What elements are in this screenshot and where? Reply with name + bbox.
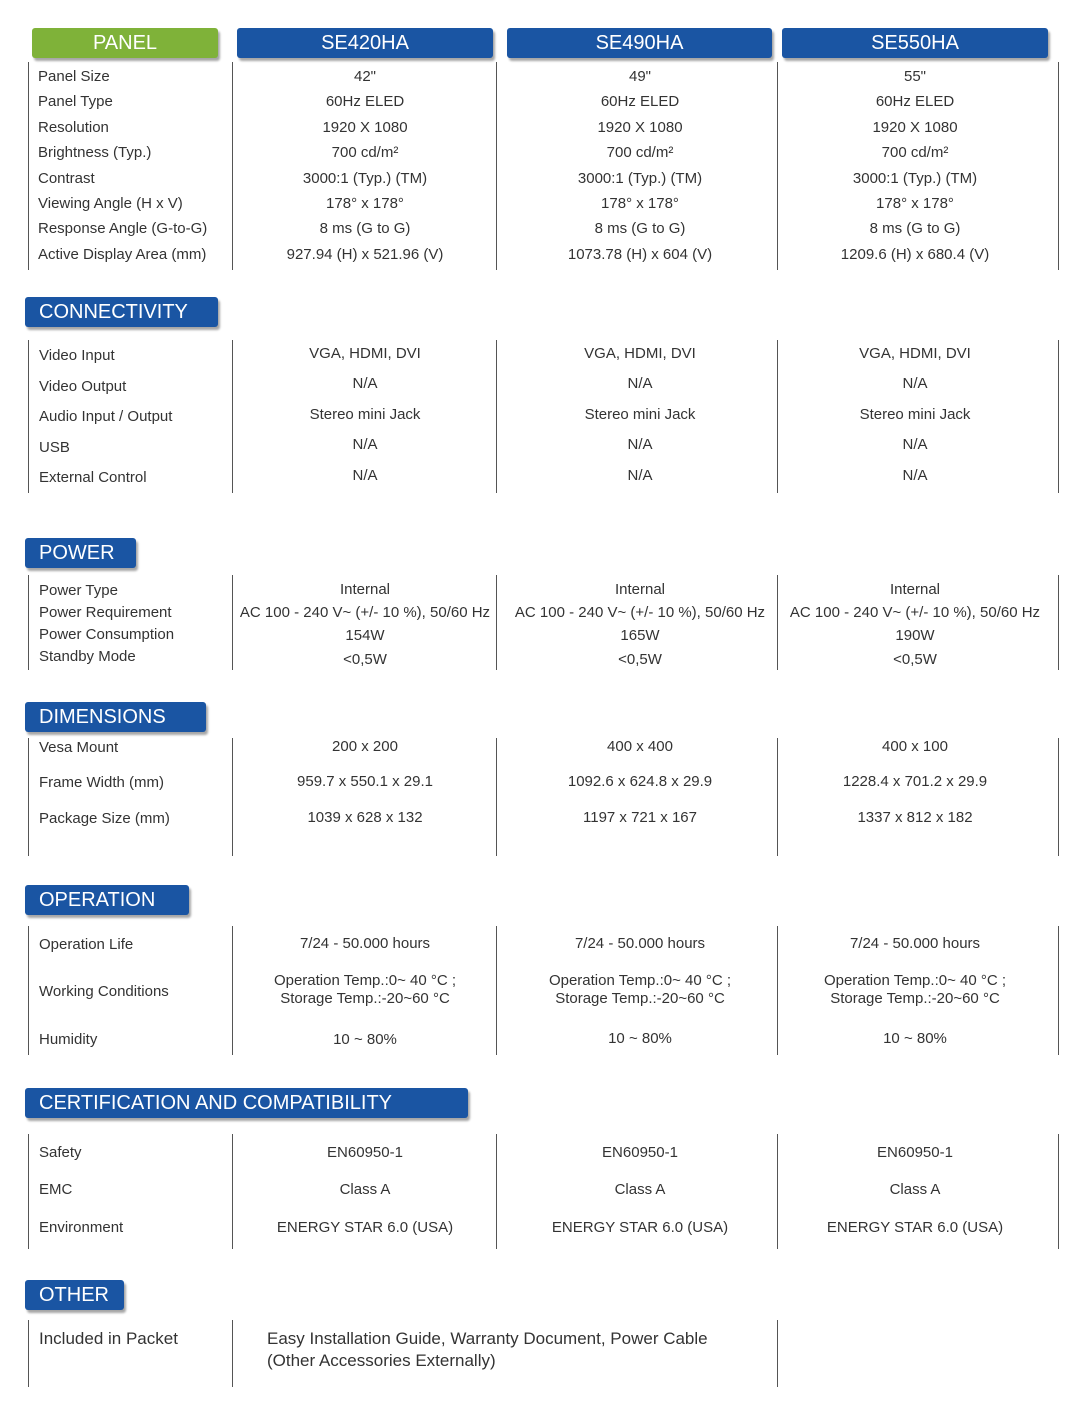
divider (28, 926, 29, 1055)
spec-value: ENERGY STAR 6.0 (USA) (826, 1219, 1004, 1236)
spec-label: Video Input (39, 347, 115, 364)
divider (1058, 738, 1059, 856)
spec-value: N/A (627, 436, 653, 453)
spec-value: 7/24 - 50.000 hours (849, 935, 981, 952)
spec-value: AC 100 - 240 V~ (+/- 10 %), 50/60 Hz (789, 604, 1041, 621)
spec-value: N/A (352, 436, 378, 453)
divider (496, 62, 497, 270)
spec-value: 927.94 (H) x 521.96 (V) (286, 246, 444, 263)
model-header-se420ha: SE420HA (237, 28, 493, 58)
spec-value: 178° x 178° (876, 195, 954, 212)
spec-value: Operation Temp.:0~ 40 °C ; Storage Temp.:-20~60 °C (823, 972, 1007, 1007)
spec-value: N/A (627, 375, 653, 392)
spec-value: 1197 x 721 x 167 (583, 809, 697, 826)
spec-value: N/A (352, 467, 378, 484)
spec-label: USB (39, 439, 70, 456)
divider (232, 575, 233, 670)
spec-value: VGA, HDMI, DVI (584, 345, 696, 362)
spec-value: 49" (628, 68, 651, 85)
spec-value: 165W (620, 627, 660, 644)
spec-label: Safety (39, 1144, 82, 1161)
spec-value: 60Hz ELED (600, 93, 680, 110)
spec-label: Contrast (38, 170, 95, 187)
spec-label: Response Angle (G-to-G) (38, 220, 208, 237)
spec-label: Operation Life (39, 936, 134, 953)
spec-value: Class A (614, 1181, 666, 1198)
spec-value: 700 cd/m² (606, 144, 674, 161)
spec-label: Panel Size (38, 68, 110, 85)
spec-value: EN60950-1 (327, 1144, 403, 1161)
spec-value: 3000:1 (Typ.) (TM) (577, 170, 703, 187)
divider (777, 340, 778, 493)
spec-value: 8 ms (G to G) (869, 220, 961, 237)
spec-value: Stereo mini Jack (309, 406, 421, 423)
spec-value: <0,5W (343, 651, 387, 668)
divider (777, 1134, 778, 1249)
spec-label: Power Type (39, 582, 118, 599)
divider (496, 1134, 497, 1249)
spec-label: Humidity (39, 1031, 98, 1048)
spec-value: 959.7 x 550.1 x 29.1 (297, 773, 433, 790)
spec-value: 1092.6 x 624.8 x 29.9 (567, 773, 713, 790)
spec-value: VGA, HDMI, DVI (859, 345, 971, 362)
spec-label: Brightness (Typ.) (38, 144, 152, 161)
spec-value: 190W (895, 627, 935, 644)
spec-value: Operation Temp.:0~ 40 °C ; Storage Temp.:-20~60 °C (548, 972, 732, 1007)
divider (496, 340, 497, 493)
spec-value: 1228.4 x 701.2 x 29.9 (842, 773, 988, 790)
spec-label: Active Display Area (mm) (38, 246, 207, 263)
spec-value: 200 x 200 (332, 738, 398, 755)
section-header-operation: OPERATION (25, 885, 189, 915)
spec-value: 60Hz ELED (325, 93, 405, 110)
spec-value: 55" (903, 68, 926, 85)
spec-value: 400 x 400 (607, 738, 673, 755)
spec-label: External Control (39, 469, 147, 486)
spec-value: 700 cd/m² (881, 144, 949, 161)
spec-value: 1073.78 (H) x 604 (V) (567, 246, 713, 263)
spec-value: 7/24 - 50.000 hours (299, 935, 431, 952)
spec-value: 8 ms (G to G) (594, 220, 686, 237)
divider (777, 1320, 778, 1387)
spec-label: Power Consumption (39, 626, 175, 643)
divider (777, 926, 778, 1055)
spec-label: Frame Width (mm) (39, 774, 164, 791)
divider (28, 575, 29, 670)
spec-value: 3000:1 (Typ.) (TM) (302, 170, 428, 187)
spec-value: Operation Temp.:0~ 40 °C ; Storage Temp.:-20~60 °C (273, 972, 457, 1007)
section-header-other: OTHER (25, 1280, 124, 1310)
section-header-certification: CERTIFICATION AND COMPATIBILITY (25, 1088, 468, 1118)
spec-value: 1920 X 1080 (597, 119, 683, 136)
spec-value: Internal (339, 581, 391, 598)
model-header-se490ha: SE490HA (507, 28, 772, 58)
spec-value: N/A (902, 467, 928, 484)
divider (232, 1320, 233, 1387)
spec-label: Panel Type (38, 93, 113, 110)
divider (28, 340, 29, 493)
spec-label: Resolution (38, 119, 109, 136)
spec-value: 42" (353, 68, 376, 85)
divider (1058, 575, 1059, 670)
spec-value: Internal (889, 581, 941, 598)
spec-value: N/A (902, 436, 928, 453)
spec-value: 10 ~ 80% (608, 1030, 672, 1047)
spec-value: 7/24 - 50.000 hours (574, 935, 706, 952)
model-header-se550ha: SE550HA (782, 28, 1048, 58)
divider (232, 1134, 233, 1249)
divider (232, 738, 233, 856)
spec-value: N/A (352, 375, 378, 392)
divider (777, 62, 778, 270)
divider (28, 62, 29, 270)
divider (28, 1134, 29, 1249)
included-items-line-1: Easy Installation Guide, Warranty Document, Power Cable (267, 1329, 708, 1348)
spec-label: Vesa Mount (39, 739, 119, 756)
spec-value: <0,5W (893, 651, 937, 668)
divider (232, 340, 233, 493)
spec-value: AC 100 - 240 V~ (+/- 10 %), 50/60 Hz (239, 604, 491, 621)
spec-value: N/A (627, 467, 653, 484)
spec-label: Package Size (mm) (39, 810, 170, 827)
included-items-line-2: (Other Accessories Externally) (267, 1351, 496, 1370)
section-header-power: POWER (25, 538, 136, 568)
spec-value: 178° x 178° (326, 195, 404, 212)
divider (496, 738, 497, 856)
section-header-dimensions: DIMENSIONS (25, 702, 206, 732)
divider (1058, 1134, 1059, 1249)
divider (28, 738, 29, 856)
spec-value: Class A (339, 1181, 391, 1198)
spec-value: 178° x 178° (601, 195, 679, 212)
divider (232, 62, 233, 270)
spec-value: Internal (614, 581, 666, 598)
section-header-connectivity: CONNECTIVITY (25, 297, 218, 327)
spec-label: Working Conditions (39, 983, 169, 1000)
spec-value: 700 cd/m² (331, 144, 399, 161)
spec-value: N/A (902, 375, 928, 392)
spec-value: VGA, HDMI, DVI (309, 345, 421, 362)
divider (777, 738, 778, 856)
spec-label: Standby Mode (39, 648, 136, 665)
divider (1058, 926, 1059, 1055)
spec-value: 1039 x 628 x 132 (307, 809, 423, 826)
panel-header: PANEL (32, 28, 218, 58)
spec-value: 60Hz ELED (875, 93, 955, 110)
spec-label: EMC (39, 1181, 73, 1198)
spec-label: Video Output (39, 378, 127, 395)
spec-value: ENERGY STAR 6.0 (USA) (276, 1219, 454, 1236)
spec-label: Environment (39, 1219, 124, 1236)
spec-value: AC 100 - 240 V~ (+/- 10 %), 50/60 Hz (514, 604, 766, 621)
spec-value: Class A (889, 1181, 941, 1198)
divider (1058, 62, 1059, 270)
spec-value: 1337 x 812 x 182 (857, 809, 973, 826)
divider (1058, 340, 1059, 493)
spec-value: <0,5W (618, 651, 662, 668)
divider (777, 575, 778, 670)
spec-label: Viewing Angle (H x V) (38, 195, 183, 212)
divider (28, 1320, 29, 1387)
spec-value: Stereo mini Jack (584, 406, 696, 423)
spec-label: Included in Packet (39, 1329, 178, 1348)
spec-value: Stereo mini Jack (859, 406, 971, 423)
spec-value: 400 x 100 (882, 738, 948, 755)
spec-label: Power Requirement (39, 604, 172, 621)
spec-value: 10 ~ 80% (333, 1031, 397, 1048)
divider (232, 926, 233, 1055)
spec-value: EN60950-1 (877, 1144, 953, 1161)
spec-value: 8 ms (G to G) (319, 220, 411, 237)
spec-value: ENERGY STAR 6.0 (USA) (551, 1219, 729, 1236)
spec-label: Audio Input / Output (39, 408, 173, 425)
spec-value: 10 ~ 80% (883, 1030, 947, 1047)
spec-value: 154W (345, 627, 385, 644)
spec-value: 3000:1 (Typ.) (TM) (852, 170, 978, 187)
spec-value: 1920 X 1080 (322, 119, 408, 136)
spec-value: 1920 X 1080 (872, 119, 958, 136)
spec-value: EN60950-1 (602, 1144, 678, 1161)
divider (496, 575, 497, 670)
divider (496, 926, 497, 1055)
spec-value: 1209.6 (H) x 680.4 (V) (840, 246, 990, 263)
